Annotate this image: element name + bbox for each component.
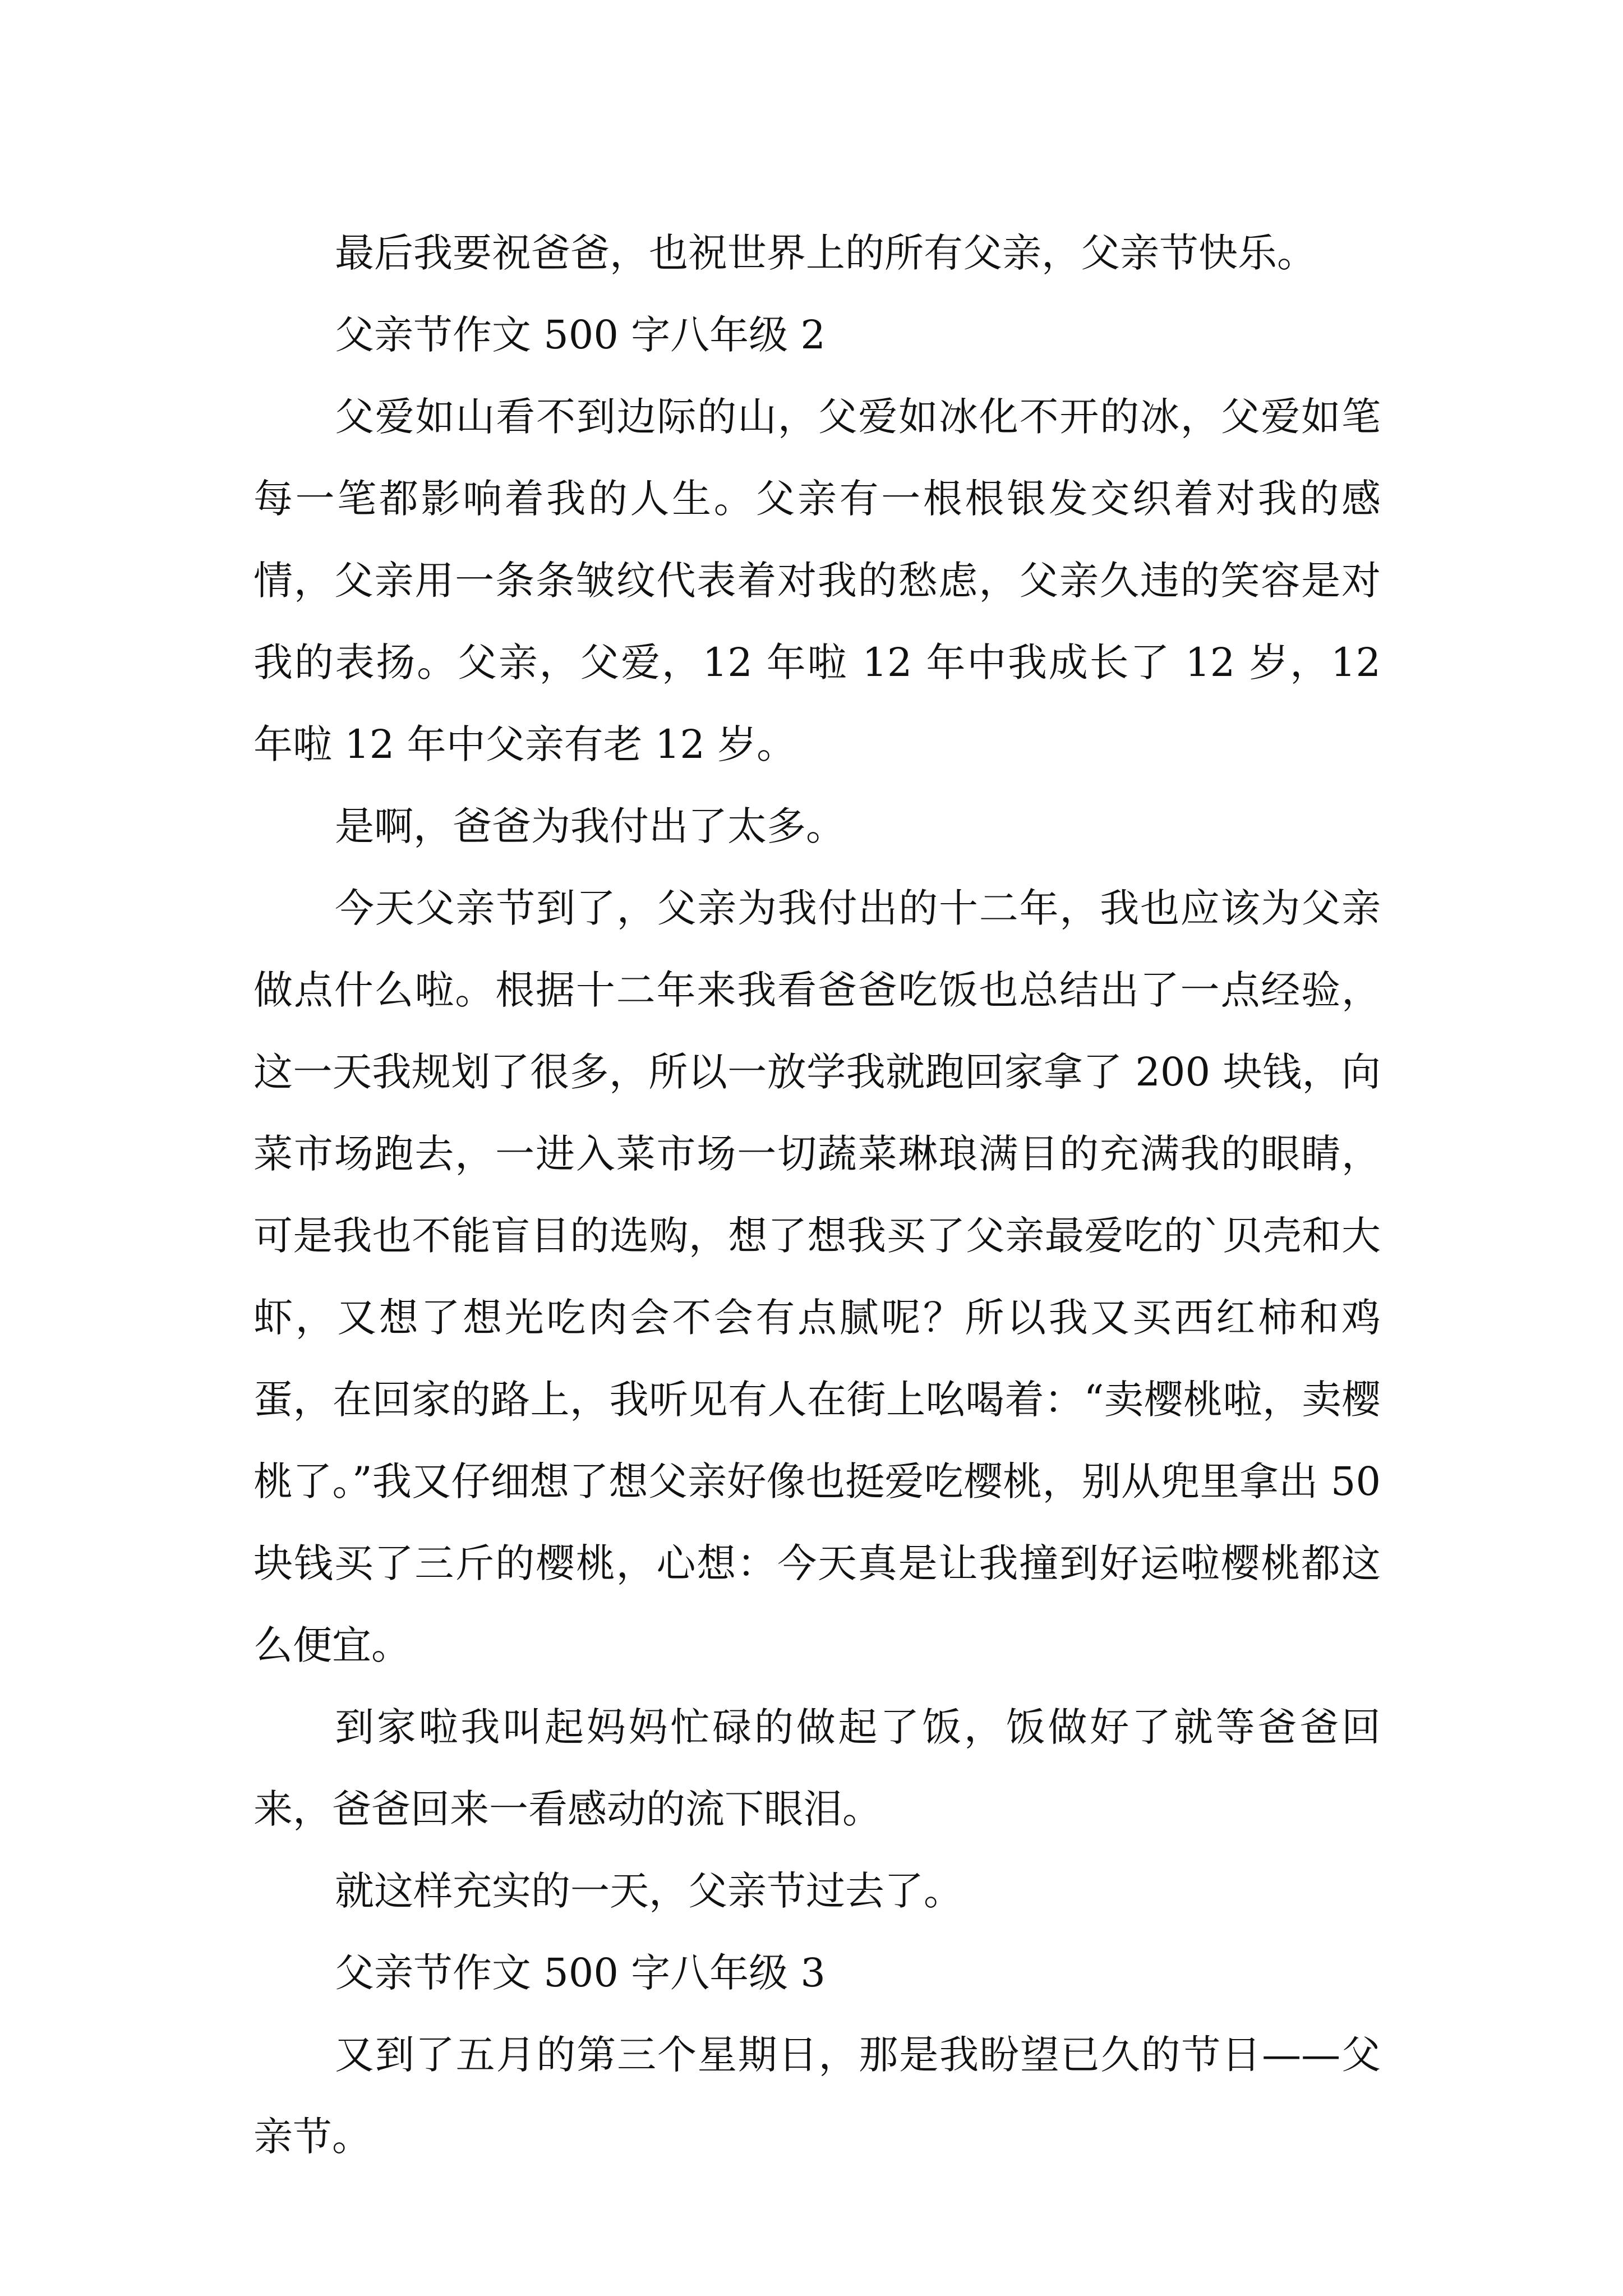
essay-heading-3: 父亲节作文 500 字八年级 3 xyxy=(335,1950,826,1996)
body-paragraph: 就这样充实的一天，父亲节过去了。 xyxy=(335,1868,963,1914)
document-body xyxy=(253,212,1381,2178)
essay-heading-2: 父亲节作文 500 字八年级 2 xyxy=(335,312,826,358)
body-paragraph: 是啊，爸爸为我付出了太多。 xyxy=(335,803,845,849)
body-paragraph: 又到了五月的第三个星期日，那是我盼望已久的节日——父亲节。 xyxy=(253,2032,1381,2160)
body-paragraph: 到家啦我叫起妈妈忙碌的做起了饭，饭做好了就等爸爸回来，爸爸回来一看感动的流下眼泪。 xyxy=(253,1704,1381,1832)
closing-paragraph: 最后我要祝爸爸，也祝世界上的所有父亲，父亲节快乐。 xyxy=(335,230,1316,276)
body-paragraph: 今天父亲节到了，父亲为我付出的十二年，我也应该为父亲做点什么啦。根据十二年来我看爸爸吃饭也总结出了一点经验，这一天我规划了很多，所以一放学我就跑回家拿了 200 块钱，向菜市场跑去，一进入菜市场一切蔬菜琳琅满目的充满我的眼睛，可是我也不能盲目的选购，想了想我买了父亲最爱吃的`贝壳和大虾，又想了想光吃肉会不会有点腻呢？所以我又买西红柿和鸡蛋，在回家的路上，我听见有人在街上吆喝着：“卖樱桃啦，卖樱桃了。”我又仔细想了想父亲好像也挺爱吃樱桃，别从兜里拿出 50 块钱买了三斤的樱桃，心想：今天真是让我撞到好运啦樱桃都这么便宜。 xyxy=(253,885,1381,1668)
body-paragraph: 父爱如山看不到边际的山，父爱如冰化不开的冰，父爱如笔每一笔都影响着我的人生。父亲有一根根银发交织着对我的感情，父亲用一条条皱纹代表着对我的愁虑，父亲久违的笑容是对我的表扬。父亲，父爱，12 年啦 12 年中我成长了 12 岁，12 年啦 12 年中父亲有老 12 岁。 xyxy=(253,394,1381,767)
